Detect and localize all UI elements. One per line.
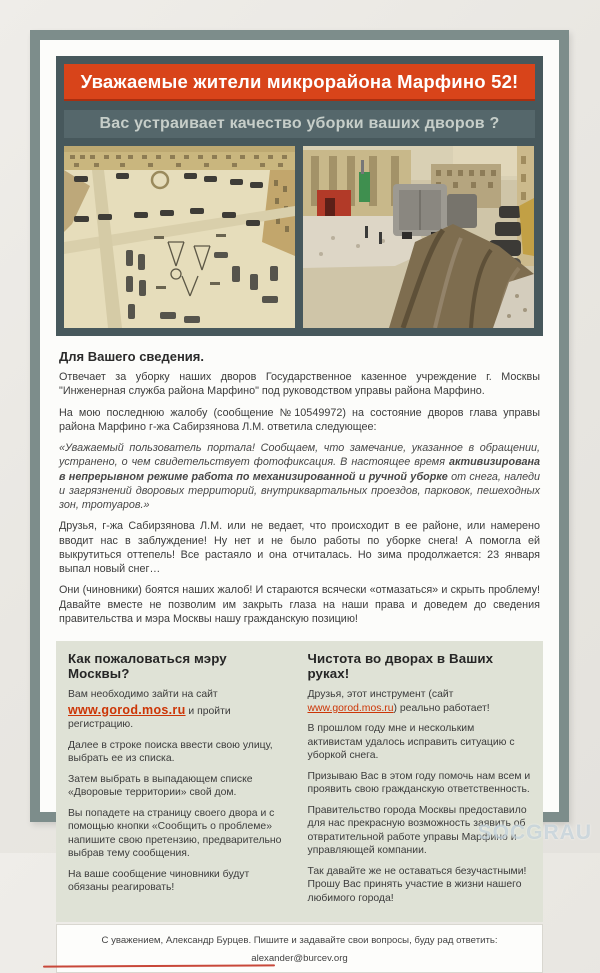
photo-courtyard-aerial <box>64 146 295 328</box>
complain-step-5: На ваше сообщение чиновники будут обязаны реагировать! <box>68 868 250 894</box>
complain-step-1-text: Вам необходимо зайти на сайт <box>68 689 218 700</box>
cleanliness-p1-after: ) реально работает! <box>393 702 490 714</box>
cleanliness-p1-before: Друзья, этот инструмент (сайт <box>307 689 454 700</box>
column-cleanliness <box>308 651 532 912</box>
quote-bold: активизирована в непрерывном режиме работа по механизированной и ручной уборке <box>59 456 540 483</box>
complain-step-2: Далее в строке поиска ввести свою улицу, выбрать ее из списка. <box>68 739 273 765</box>
cleanliness-paragraph-4: Правительство города Москвы предоставило для нас прекрасную возможность заявить об отвратительной работе управы Марфино и управляющей компании. <box>307 804 527 857</box>
complain-step-1 <box>68 688 292 732</box>
howto-section <box>56 641 543 922</box>
cleanliness-paragraph-3: Призываю Вас в этом году помочь нам всем и проявить свою гражданскую ответственность. <box>307 770 531 796</box>
complain-step-1-after: и пройти регистрацию. <box>68 705 231 731</box>
cleanliness-paragraph-2: В прошлом году мне и нескольким активистам удалось исправить ситуацию с уборкой снега. <box>307 723 515 762</box>
quote-end: от снега, наледи и загрязнений дворовых территорий, внутриквартальных проездов, парковок, пешеходных зон, тротуаров.» <box>59 470 540 511</box>
signature-text: С уважением, Александр Бурцев. <box>101 935 252 947</box>
email-text[interactable]: alexander@burcev.org <box>251 953 348 965</box>
cleanliness-heading: Чистота во дворах в Ваших руках! <box>307 651 494 681</box>
photo-street-slush <box>303 146 534 328</box>
info-paragraph-1: Отвечает за уборку наших дворов Государственное казенное учреждение г. Москвы "Инженерная служба района Марфино" под руководством управы района Марфино. <box>59 371 540 398</box>
cleanliness-paragraph-5: Так давайте же не оставаться безучастными! Прошу Вас принять участие в жизни нашего любимого города! <box>307 865 527 904</box>
footer <box>56 924 543 973</box>
scan-watermark: SOCGRAU <box>477 821 592 844</box>
red-underline-mark <box>43 965 275 968</box>
complain-step-4: Вы попадете на страницу своего двора и с помощью кнопки «Сообщить о проблеме» напишите свою претензию, предварительно выбрав тему сообщения. <box>68 807 282 860</box>
footer-text: Пишите и задавайте свои вопросы, буду рад ответить: <box>251 935 498 947</box>
info-paragraph-2: На мою последнюю жалобу (сообщение №10549972) на состояние дворов глава управы района Марфино г-жа Сабирзянова Л.М. ответила следующее: <box>59 406 540 433</box>
title-banner <box>64 64 535 101</box>
complain-heading: Как пожаловаться мэру Москвы? <box>68 651 227 681</box>
gorod-mos-link-right[interactable]: www.gorod.mos.ru <box>307 702 394 714</box>
page-title: Уважаемые жители микрорайона Марфино 52! <box>80 71 519 92</box>
info-paragraph-4: Друзья, г-жа Сабирзянова Л.М. или не ведает, что происходит в ее районе, или намерено вводит нас в заблуждение! Ну нет и не было работы по уборке снега! А помогла ей выкрутиться оттепель! Все растаяло и она отчиталась. Но зима продолжается: 23 января выпал новый снег… <box>59 520 540 575</box>
info-paragraph-5: Они (чиновники) боятся наших жалоб! И стараются всячески «отмазаться» и скрыть проблему! Давайте вместе не позволим им закрыть глаза на наши права и доведем до сведения правительства и мэра Москвы нашу гражданскую позицию! <box>59 584 540 625</box>
official-quote <box>59 441 540 512</box>
column-complain <box>68 651 292 912</box>
question-banner <box>64 110 535 138</box>
question-text: Вас устраивает качество уборки ваших дворов ? <box>99 115 500 132</box>
photo-row <box>64 146 535 328</box>
gorod-mos-link-left[interactable]: www.gorod.mos.ru <box>68 702 186 717</box>
info-section <box>56 336 543 641</box>
info-heading: Для Вашего сведения. <box>59 349 204 364</box>
cleanliness-paragraph-1 <box>308 688 532 715</box>
quote-start: «Уважаемый пользователь портала! Сообщаем, что замечание, указанное в обращении, устранено, о чем свидетельствует фотофиксация. В настоящее время <box>59 442 540 469</box>
header-band <box>56 56 543 336</box>
complain-step-3: Затем выбрать в выпадающем списке «Дворовые территории» свой дом. <box>68 773 253 799</box>
